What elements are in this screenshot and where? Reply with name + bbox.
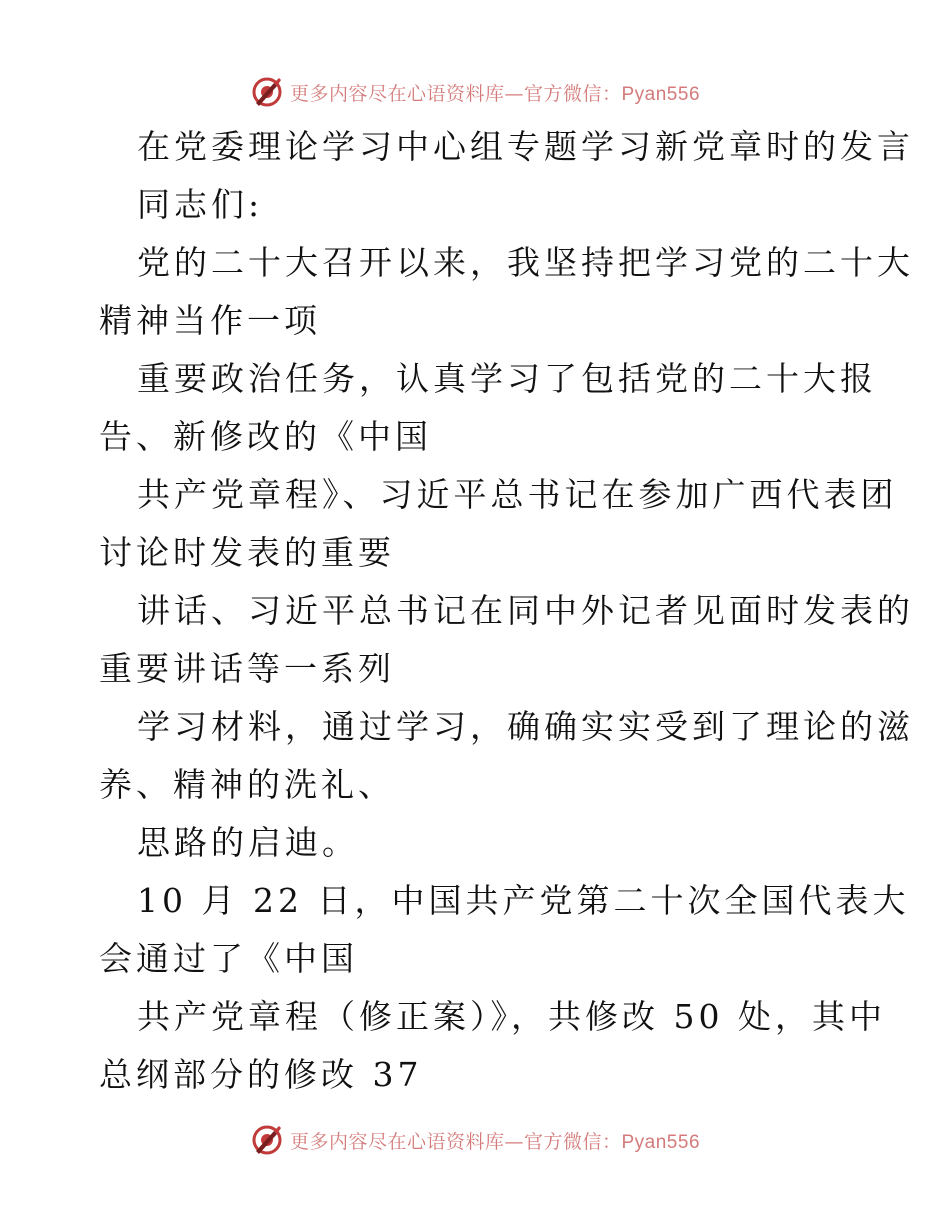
- footer-watermark: [0, 1120, 950, 1160]
- document-title: 在党委理论学习中心组专题学习新党章时的发言: [137, 127, 914, 166]
- wechat-id: Pyan556: [621, 1131, 701, 1153]
- body-line: 告、新修改的《中国: [99, 417, 432, 456]
- watermark-text: 更多内容尽在心语资料库—官方微信：Pyan556: [289, 1130, 701, 1153]
- watermark-text: 更多内容尽在心语资料库—官方微信：Pyan556: [289, 82, 701, 105]
- wechat-id: Pyan556: [621, 83, 701, 105]
- body-line: 党的二十大召开以来，我坚持把学习党的二十大: [137, 243, 914, 282]
- body-line: 会通过了《中国: [99, 939, 358, 978]
- body-line: 共产党章程》、习近平总书记在参加广西代表团: [137, 475, 898, 514]
- pen-logo-icon: [250, 1123, 284, 1157]
- body-line: 学习材料，通过学习，确确实实受到了理论的滋: [137, 707, 914, 746]
- body-line: 讲话、习近平总书记在同中外记者见面时发表的: [137, 591, 914, 630]
- body-line: 重要政治任务，认真学习了包括党的二十大报: [137, 359, 877, 398]
- body-line: 养、精神的洗礼、: [99, 765, 395, 804]
- body-line: 重要讲话等一系列: [99, 649, 395, 688]
- body-line: 10 月 22 日，中国共产党第二十次全国代表大: [137, 881, 910, 920]
- body-line: 同志们:: [137, 185, 264, 224]
- body-line: 精神当作一项: [99, 301, 321, 340]
- body-line: 思路的启迪。: [137, 823, 359, 862]
- header-watermark: [0, 72, 950, 112]
- body-line: 讨论时发表的重要: [99, 533, 395, 572]
- body-line: 共产党章程（修正案）》，共修改 50 处，其中: [137, 997, 886, 1036]
- body-line: 总纲部分的修改 37: [99, 1055, 423, 1094]
- pen-logo-icon: [250, 75, 284, 109]
